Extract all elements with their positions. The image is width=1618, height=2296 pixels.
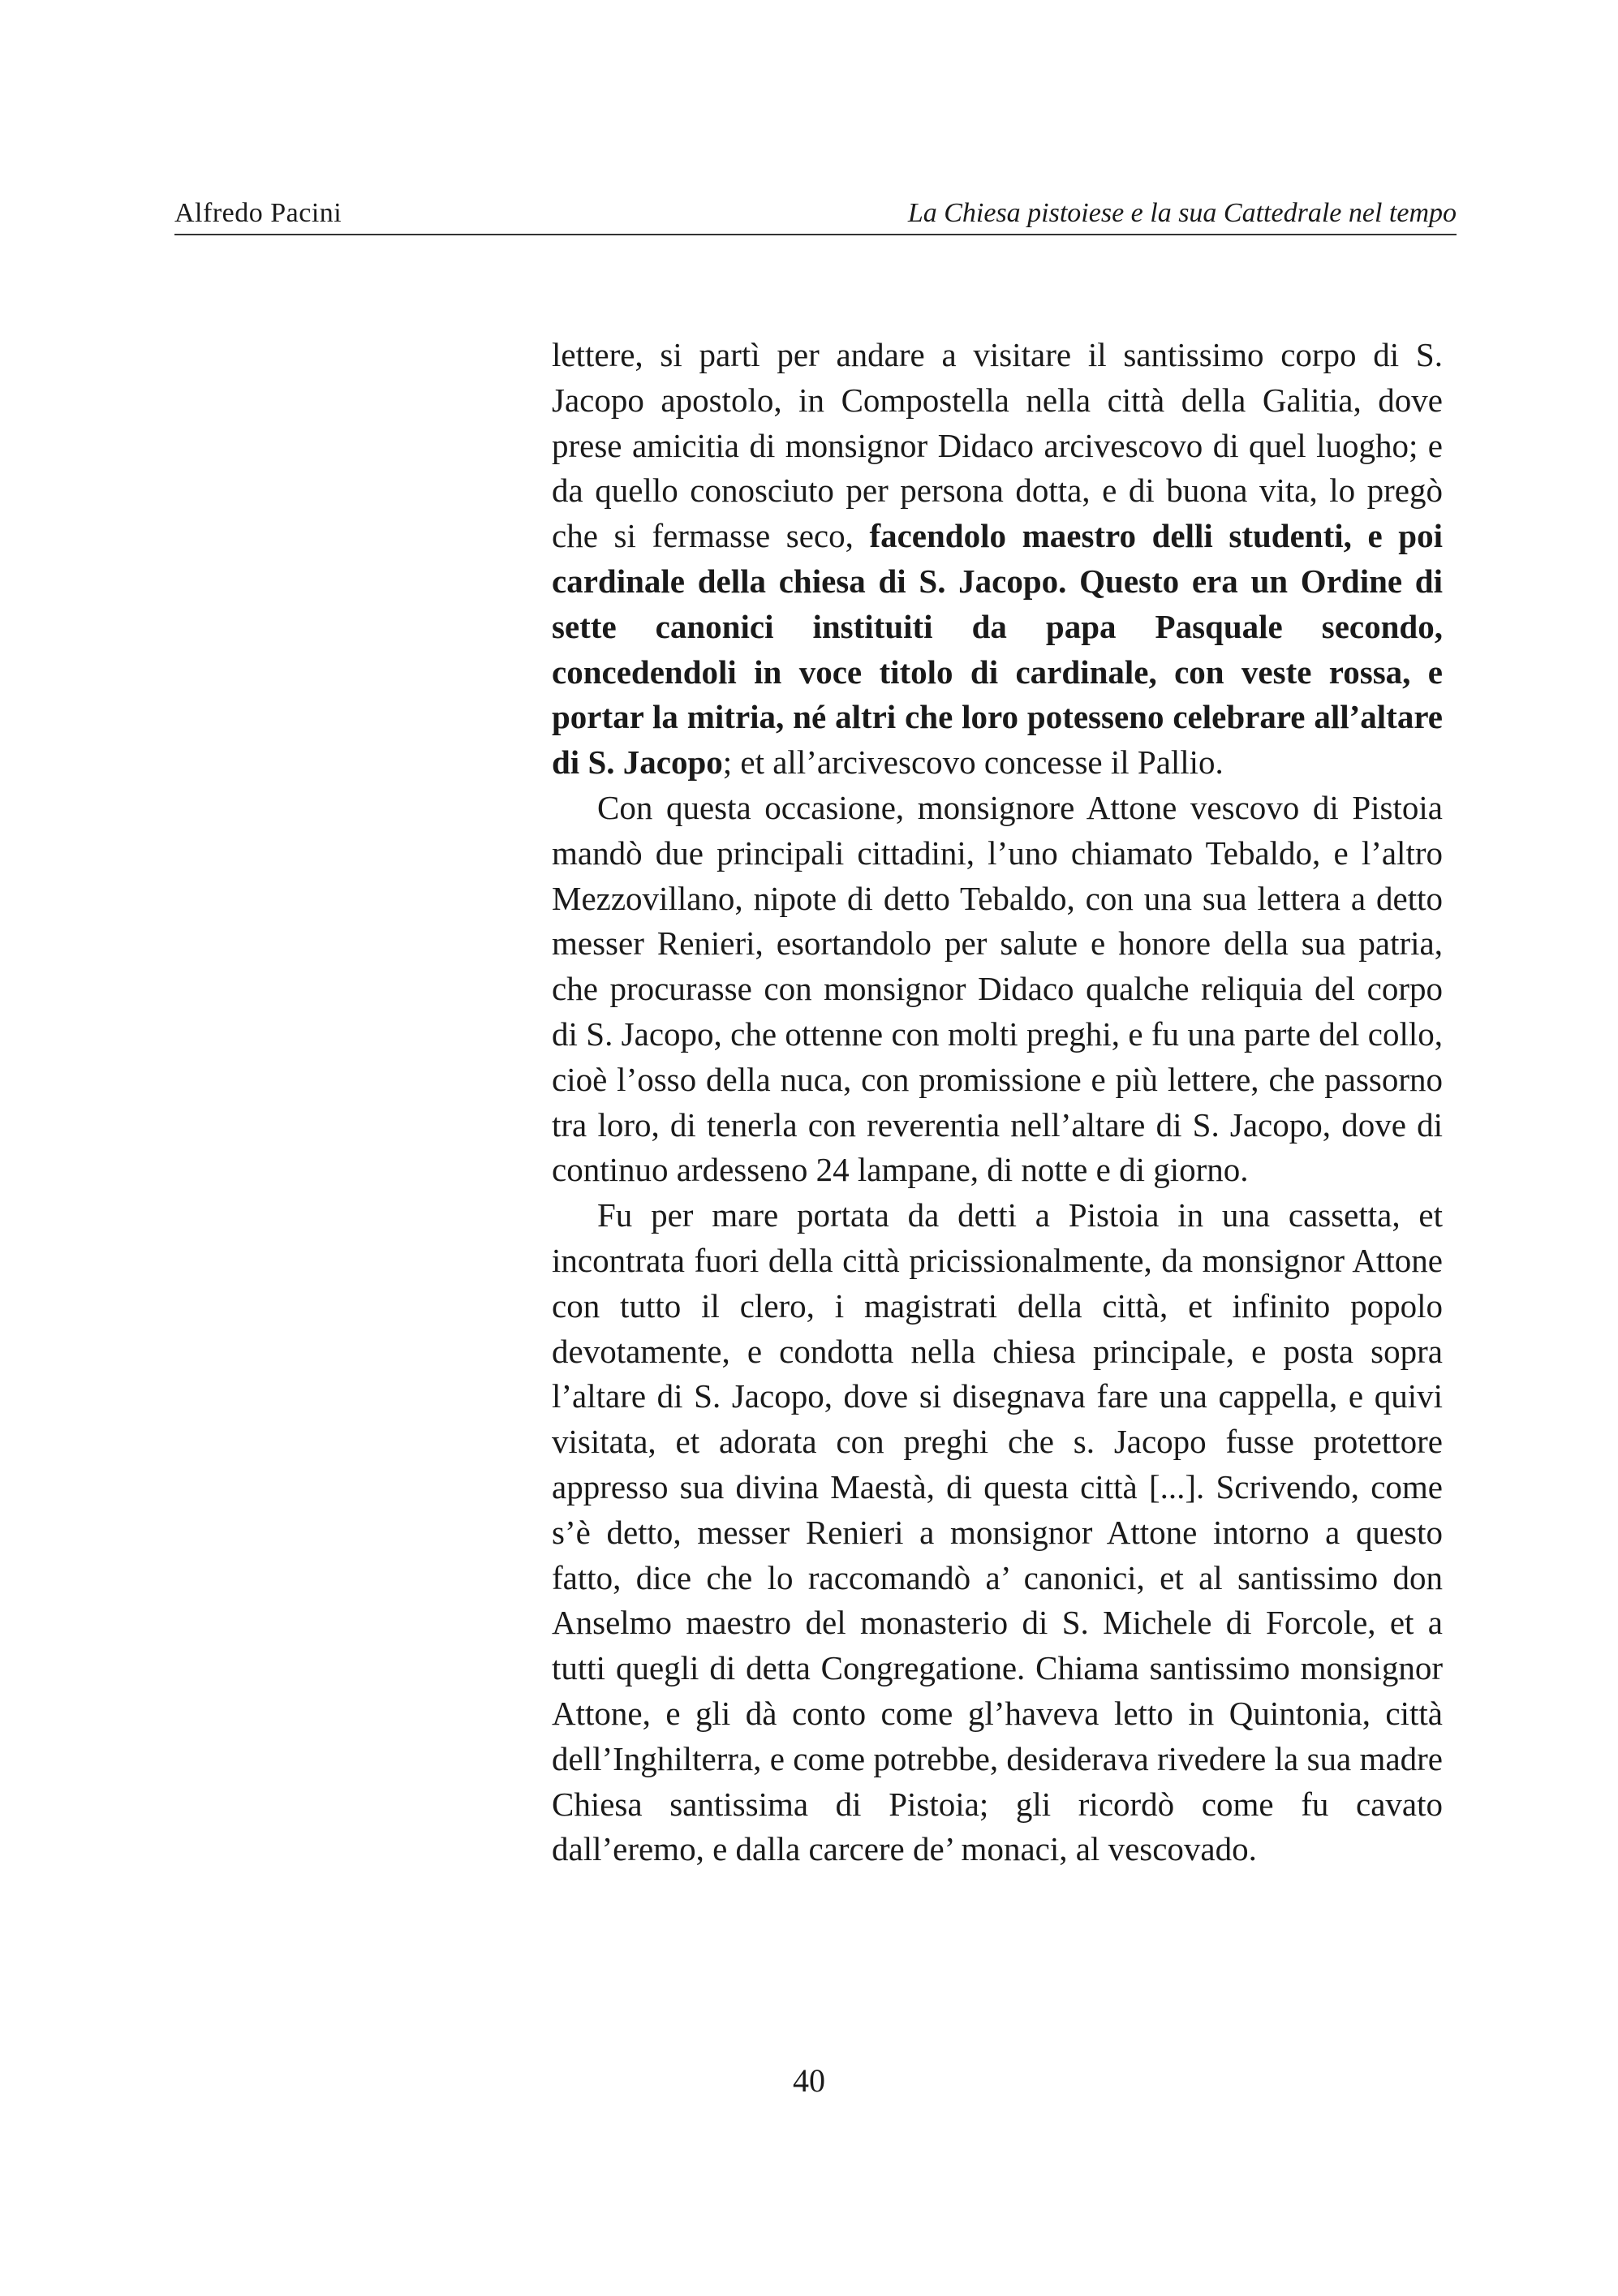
running-header [174, 188, 1457, 235]
header-book-title: La Chiesa pistoiese e la sua Cattedrale nel tempo [907, 198, 1457, 228]
paragraph-1-bold: facendolo maestro delli studenti, e poi cardinale della chiesa di S. Jacopo. Questo era un Ordine di sette canonici instituiti da papa Pasquale secondo, concedendoli in voce titolo di cardinale, con veste rossa, e portar la mitria, né altri che loro potesseno celebrare all’altare di S. Jacopo [552, 517, 1443, 782]
header-author: Alfredo Pacini [174, 198, 342, 228]
paragraph-1 [552, 333, 1443, 786]
main-text [552, 333, 1443, 1872]
paragraph-1-end: ; et all’arcivescovo concesse il Pallio. [722, 743, 1224, 782]
paragraph-2: Con questa occasione, monsignore Attone vescovo di Pistoia mandò due principali cittadini, l’uno chiamato Tebaldo, e l’altro Mezzovillano, nipote di detto Tebaldo, con una sua lettera a detto messer Renieri, esortandolo per salute e honore della sua patria, che procurasse con monsignor Didaco qualche reliquia del corpo di S. Jacopo, che ottenne con molti preghi, e fu una parte del collo, cioè l’osso della nuca, con promissione e più lettere, che passorno tra loro, di tenerla con reverentia nell’altare di S. Jacopo, dove di continuo ardesseno 24 lampane, di notte e di giorno. [552, 788, 1443, 1189]
paragraph-3: Fu per mare portata da detti a Pistoia in una cassetta, et incontrata fuori della città pricissionalmente, da monsignor Attone con tutto il clero, i magistrati della città, et infinito popolo devotamente, e condotta nella chiesa principale, e posta sopra l’altare di S. Jacopo, dove si disegnava fare una cappella, e quivi visitata, et adorata con preghi che s. Jacopo fusse protettore appresso sua divina Maestà, di questa città [...]. Scrivendo, come s’è detto, messer Renieri a monsignor Attone intorno a questo fatto, dice che lo raccomandò a’ canonici, et al santissimo don Anselmo maestro del monasterio di S. Michele di Forcole, et a tutti quegli di detta Congregatione. Chiama santissimo monsignor Attone, e gli dà conto come gl’haveva letto in Quintonia, città dell’Inghilterra, e come potrebbe, desiderava rivedere la sua madre Chiesa santissima di Pistoia; gli ricordò come fu cavato dall’eremo, e dalla carcere de’ monaci, al vescovado. [552, 1196, 1443, 1868]
paragraph-1-start: lettere, si partì per andare a visitare il santissimo corpo di S. Jacopo apostolo, in Compostella nella città della Galitia, dove prese amicitia di monsignor Didaco arcivescovo di quel luogho; e da quello conosciuto per persona dotta, e di buona vita, lo pregò che si fermasse seco, [552, 336, 1443, 555]
page-number: 40 [793, 2062, 825, 2099]
